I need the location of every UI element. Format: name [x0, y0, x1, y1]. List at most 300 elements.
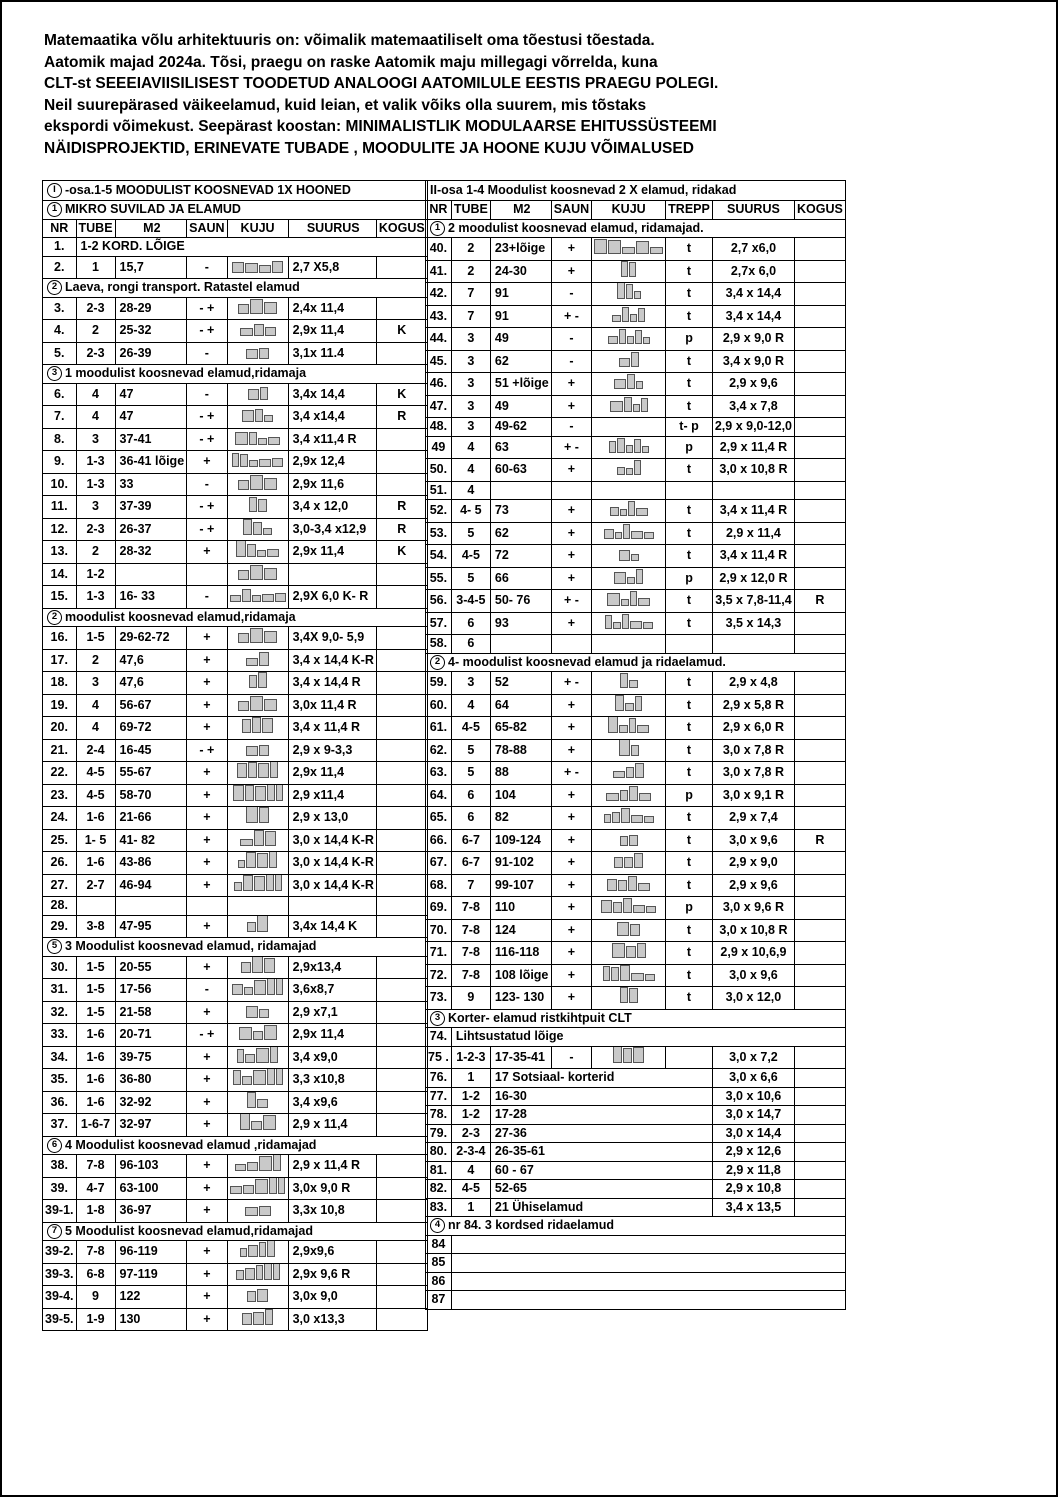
cell-m2: 27-36: [490, 1124, 712, 1143]
cell-kogus: R: [376, 406, 427, 429]
cell-kogus: [795, 694, 846, 717]
cell-nr: 30.: [43, 956, 77, 979]
cell-kogus: R: [795, 590, 846, 613]
circle-number-icon: 2: [47, 280, 62, 295]
cell-nr: 50.: [426, 459, 452, 482]
plan-shape-icon: [607, 875, 650, 891]
cell-saun: +: [187, 1241, 227, 1264]
cell-saun: +: [551, 874, 591, 897]
cell-suurus: 3,0 x 9,6: [712, 829, 794, 852]
plan-shape-icon: [241, 957, 275, 973]
cell-nr: 15.: [43, 586, 77, 609]
cell-saun: - +: [187, 1024, 227, 1047]
plan-shape-icon: [249, 496, 267, 512]
cell-kogus: [795, 373, 846, 396]
cell-trepp: t: [666, 694, 713, 717]
table-row: [426, 1198, 846, 1217]
cell-suurus: 2,9 x 9,6: [712, 874, 794, 897]
cell-m2: 32-92: [115, 1091, 187, 1114]
cell-m2: 17-35-41: [490, 1046, 551, 1069]
table-row: [43, 541, 428, 564]
cell-trepp: [666, 635, 713, 654]
cell-m2: 36-80: [115, 1069, 187, 1092]
cell-kogus: [795, 481, 846, 500]
cell-kogus: [376, 956, 427, 979]
cell-nr: 32.: [43, 1001, 77, 1024]
cell-tube: 7-8: [451, 942, 490, 965]
cell-tube: 3-4-5: [451, 590, 490, 613]
table-row: [43, 897, 428, 916]
cell-saun: +: [187, 1046, 227, 1069]
cell-m2: 47-95: [115, 915, 187, 938]
cell-saun: +: [187, 627, 227, 650]
cell-kuju: [227, 563, 288, 586]
cell-suurus: 2,9 x 12,0 R: [712, 567, 794, 590]
cell-m2: 52: [490, 672, 551, 695]
cell-suurus: 3,0 x 14,4: [712, 1124, 794, 1143]
left-title: I -osa.1-5 MOODULIST KOOSNEVAD 1X HOONED: [43, 181, 428, 201]
table-row: [43, 428, 428, 451]
cell-trepp: t: [666, 919, 713, 942]
cell-tube: 4-5: [451, 545, 490, 568]
cell-kogus: [795, 459, 846, 482]
cell-suurus: 3,0x 11,4 R: [288, 694, 376, 717]
cell-nr: 49: [426, 436, 452, 459]
plan-shape-icon: [233, 1069, 283, 1085]
plan-shape-icon: [610, 396, 648, 412]
cell-m2: 47: [115, 406, 187, 429]
cell-kuju: [227, 1263, 288, 1286]
plan-shape-icon: [594, 238, 663, 254]
cell-nr: 57.: [426, 612, 452, 635]
table-row: [426, 897, 846, 920]
cell-kogus: [795, 545, 846, 568]
cell-kogus: [795, 328, 846, 351]
cell-saun: +: [551, 612, 591, 635]
col-tube: TUBE: [76, 219, 115, 238]
table-row: [43, 627, 428, 650]
table-row: [426, 522, 846, 545]
cell-kuju: [227, 1046, 288, 1069]
cell-kogus: R: [795, 829, 846, 852]
cell-kuju: [592, 459, 666, 482]
cell-tube: 6: [451, 635, 490, 654]
plan-shape-icon: [613, 1047, 644, 1063]
cell-suurus: 3,4x 14,4: [288, 383, 376, 406]
table-row: [43, 1241, 428, 1264]
cell-m2: 32-97: [115, 1114, 187, 1137]
cell-saun: +: [187, 915, 227, 938]
cell-nr: 12.: [43, 518, 77, 541]
cell-saun: +: [551, 852, 591, 875]
table-row: [43, 1069, 428, 1092]
cell-suurus: 2,9 x 9,0 R: [712, 328, 794, 351]
cell-suurus: 2,9 x 9,0: [712, 852, 794, 875]
plan-shape-icon: [238, 695, 277, 711]
cell-trepp: t: [666, 717, 713, 740]
cell-saun: +: [551, 717, 591, 740]
cell-nr: 4.: [43, 320, 77, 343]
cell-nr: 60.: [426, 694, 452, 717]
cell-m2: 72: [490, 545, 551, 568]
cell-kogus: K: [376, 320, 427, 343]
col-saun: SAUN: [187, 219, 227, 238]
cell-m2: 62: [490, 350, 551, 373]
plan-shape-icon: [246, 740, 269, 756]
cell-kogus: [795, 395, 846, 418]
cell-kogus: [376, 694, 427, 717]
right-title-row: [426, 181, 846, 201]
plan-shape-icon: [237, 762, 278, 778]
plan-shape-icon: [248, 384, 268, 400]
cell-m2: 60-63: [490, 459, 551, 482]
cell-kuju: [592, 500, 666, 523]
cell-tube: 1-2: [76, 563, 115, 586]
cell-suurus: 2,9 x 5,8 R: [712, 694, 794, 717]
table-row: [43, 915, 428, 938]
table-row: [426, 1106, 846, 1125]
cell-nr: 31.: [43, 979, 77, 1002]
table-row: [426, 784, 846, 807]
cell-saun: +: [551, 567, 591, 590]
cell-kogus: K: [376, 541, 427, 564]
plan-shape-icon: [605, 613, 653, 629]
cell-trepp: t: [666, 612, 713, 635]
table-row: [426, 762, 846, 785]
circle-number-icon: 3: [430, 1011, 445, 1026]
cell-kuju: [592, 567, 666, 590]
cell-m2: 96-103: [115, 1155, 187, 1178]
section-row: 5 3 Moodulist koosnevad elamud, ridamajad: [43, 938, 428, 957]
cell-kogus: [795, 897, 846, 920]
cell-kuju: [592, 635, 666, 654]
cell-saun: -: [187, 473, 227, 496]
cell-suurus: 3,0-3,4 x12,9: [288, 518, 376, 541]
cell-kogus: [795, 762, 846, 785]
cell-nr: 64.: [426, 784, 452, 807]
cell-kuju: [227, 1001, 288, 1024]
cell-tube: 3: [451, 373, 490, 396]
cell-saun: +: [551, 395, 591, 418]
cell-kuju: [227, 807, 288, 830]
cell-kuju: [227, 383, 288, 406]
cell-kogus: [376, 627, 427, 650]
cell-tube: 3-8: [76, 915, 115, 938]
cell-tube: 4: [451, 1161, 490, 1180]
cell-suurus: [712, 481, 794, 500]
cell-kogus: [795, 522, 846, 545]
cell-suurus: 3,0 x 9,6: [712, 964, 794, 987]
cell-kuju: [592, 590, 666, 613]
plan-shape-icon: [238, 852, 277, 868]
cell-m2: 47,6: [115, 649, 187, 672]
cell-nr: 26.: [43, 852, 77, 875]
cell-kuju: [592, 829, 666, 852]
plan-shape-icon: [240, 320, 276, 336]
cell-kuju: [592, 522, 666, 545]
plan-shape-icon: [619, 351, 639, 367]
cell-nr: 29.: [43, 915, 77, 938]
cell-tube: 2-4: [76, 739, 115, 762]
cell-nr: 53.: [426, 522, 452, 545]
table-row: [43, 1308, 428, 1331]
cell-nr: 37.: [43, 1114, 77, 1137]
cell-kuju: [592, 238, 666, 261]
cell-tube: 7: [451, 283, 490, 306]
table-row: [43, 256, 428, 279]
cell-saun: - +: [187, 518, 227, 541]
cell-nr: 39-5.: [43, 1308, 77, 1331]
table-row: [426, 260, 846, 283]
plan-shape-icon: [619, 545, 639, 561]
cell-nr: 62.: [426, 739, 452, 762]
plan-shape-icon: [621, 261, 636, 277]
cell-nr: 22.: [43, 762, 77, 785]
cell-trepp: t: [666, 987, 713, 1010]
cell-nr: 73.: [426, 987, 452, 1010]
cell-m2: 39-75: [115, 1046, 187, 1069]
cell-nr: 42.: [426, 283, 452, 306]
cell-nr: 16.: [43, 627, 77, 650]
cell-tube: 1-6: [76, 1024, 115, 1047]
cell-kuju: [592, 919, 666, 942]
cell-nr: 6.: [43, 383, 77, 406]
table-row: [426, 500, 846, 523]
cell-suurus: 2,9 x11,4: [288, 784, 376, 807]
plan-shape-icon: [604, 523, 654, 539]
cell-suurus: 3,0 x 14,4 K-R: [288, 829, 376, 852]
cell-suurus: 3,4x 14,4 K: [288, 915, 376, 938]
cell-m2: 37-41: [115, 428, 187, 451]
cell-kogus: [376, 852, 427, 875]
cell-kogus: [376, 807, 427, 830]
cell-trepp: p: [666, 897, 713, 920]
cell-kogus: [795, 1198, 846, 1217]
cell-suurus: 3,4 x 14,4 R: [288, 672, 376, 695]
cell-trepp: t: [666, 829, 713, 852]
cell-trepp: p: [666, 567, 713, 590]
plan-shape-icon: [249, 672, 267, 688]
cell-suurus: 3,0 x 6,6: [712, 1069, 794, 1088]
cell-suurus: 2,9 x 13,0: [288, 807, 376, 830]
cell-kogus: [376, 473, 427, 496]
cell-saun: -: [551, 418, 591, 437]
col-nr: NR: [43, 219, 77, 238]
cell-suurus: 3,5 x 14,3: [712, 612, 794, 635]
cell-tube: 3: [451, 672, 490, 695]
cell-nr: 20.: [43, 717, 77, 740]
cell-saun: +: [551, 897, 591, 920]
cell-m2: 91-102: [490, 852, 551, 875]
intro-line-1: Matemaatika võlu arhitektuuris on: võimalik matemaatiliselt oma tõestusi tõestada.: [44, 32, 655, 49]
col-saun: SAUN: [551, 201, 591, 220]
cell-saun: [187, 897, 227, 916]
cell-suurus: 3,4X 9,0- 5,9: [288, 627, 376, 650]
cell-suurus: 2,7 X5,8: [288, 256, 376, 279]
cell-saun: - +: [187, 428, 227, 451]
section-row: 3 Korter- elamud ristkihtpuit CLT: [426, 1009, 846, 1028]
cell-m2: 65-82: [490, 717, 551, 740]
cell-m2: 58-70: [115, 784, 187, 807]
cell-tube: 4: [76, 383, 115, 406]
plan-shape-icon: [609, 437, 649, 453]
cell-tube: 3: [451, 350, 490, 373]
cell-m2: 26-35-61: [490, 1143, 712, 1162]
col-m2: M2: [115, 219, 187, 238]
cell-suurus: [288, 897, 376, 916]
cell-trepp: t: [666, 739, 713, 762]
cell-nr: 38.: [43, 1155, 77, 1178]
cell-m2: 23+lõige: [490, 238, 551, 261]
cell-suurus: 3,0 x 14,7: [712, 1106, 794, 1125]
plan-shape-icon: [235, 429, 280, 445]
cell-kogus: [795, 1087, 846, 1106]
table-row: 86: [426, 1272, 846, 1291]
cell-suurus: 2,9 x7,1: [288, 1001, 376, 1024]
cell-nr: 77.: [426, 1087, 452, 1106]
table-row: [426, 807, 846, 830]
cell-nr: 66.: [426, 829, 452, 852]
cell-nr: 24.: [43, 807, 77, 830]
cell-suurus: 2,4x 11,4: [288, 297, 376, 320]
cell-saun: +: [551, 694, 591, 717]
cell-tube: 7-8: [451, 964, 490, 987]
cell-suurus: [288, 563, 376, 586]
col-suurus: SUURUS: [712, 201, 794, 220]
cell-m2: 28-29: [115, 297, 187, 320]
cell-tube: 4: [451, 436, 490, 459]
cell-kogus: R: [376, 496, 427, 519]
cell-tube: 4: [76, 694, 115, 717]
cell-tube: 6-7: [451, 829, 490, 852]
cell-suurus: 3,0 x 7,8 R: [712, 762, 794, 785]
cell-kuju: [227, 320, 288, 343]
table-row: [426, 436, 846, 459]
plan-shape-icon: [620, 830, 638, 846]
table-row: [43, 1177, 428, 1200]
section-row: 7 5 Moodulist koosnevad elamud,ridamajad: [43, 1222, 428, 1241]
cell-tube: 1-5: [76, 956, 115, 979]
cell-kuju: [227, 406, 288, 429]
table-row: [43, 739, 428, 762]
cell-m2: 21-66: [115, 807, 187, 830]
plan-shape-icon: [613, 762, 644, 778]
cell-tube: 7-8: [76, 1155, 115, 1178]
cell-nr: 56.: [426, 590, 452, 613]
cell-kogus: [795, 1124, 846, 1143]
cell-tube: 2-3: [76, 518, 115, 541]
col-kogus: KOGUS: [795, 201, 846, 220]
circle-number-icon: 1: [430, 221, 445, 236]
cell-tube: 2: [76, 649, 115, 672]
cell-tube: 1-6: [76, 807, 115, 830]
right-table: [425, 180, 846, 1310]
cell-tube: 9: [76, 1286, 115, 1309]
cell-kuju: [592, 481, 666, 500]
cell-saun: +: [551, 260, 591, 283]
table-row: [43, 956, 428, 979]
cell-m2: 62: [490, 522, 551, 545]
cell-tube: 1-5: [76, 979, 115, 1002]
cell-kogus: [376, 1263, 427, 1286]
cell-suurus: 3,0 x 10,6: [712, 1087, 794, 1106]
plan-shape-icon: [242, 717, 273, 733]
cell-tube: 1-2: [451, 1087, 490, 1106]
cell-m2: 55-67: [115, 762, 187, 785]
cell-saun: +: [551, 964, 591, 987]
col-kogus: KOGUS: [376, 219, 427, 238]
cell-m2: 24-30: [490, 260, 551, 283]
cell-tube: 6-7: [451, 852, 490, 875]
plan-shape-icon: [603, 965, 655, 981]
cell-nr: 40.: [426, 238, 452, 261]
cell-kogus: [795, 260, 846, 283]
table-row: [426, 1046, 846, 1069]
col-m2: M2: [490, 201, 551, 220]
table-row: [43, 297, 428, 320]
cell-tube: 2: [451, 238, 490, 261]
cell-m2: 108 lõige: [490, 964, 551, 987]
cell-kogus: [795, 919, 846, 942]
cell-suurus: 3,5 x 7,8-11,4: [712, 590, 794, 613]
cell-suurus: 2,9 x 7,4: [712, 807, 794, 830]
table-row: [426, 481, 846, 500]
cell-saun: +: [187, 1001, 227, 1024]
cell-saun: + -: [551, 762, 591, 785]
right-section-1: 1 2 moodulist koosnevad elamud, ridamajad.: [426, 219, 846, 238]
cell-saun: [551, 481, 591, 500]
cell-suurus: 3,0 x 10,8 R: [712, 459, 794, 482]
cell-suurus: 3,4 x 14,4 K-R: [288, 649, 376, 672]
table-row: [426, 919, 846, 942]
plan-shape-icon: [245, 1200, 271, 1216]
cell-saun: +: [187, 852, 227, 875]
col-tube: TUBE: [451, 201, 490, 220]
cell-saun: [551, 635, 591, 654]
table-row: [43, 979, 428, 1002]
cell-kogus: [376, 586, 427, 609]
cell-saun: + -: [551, 590, 591, 613]
cell-kuju: [227, 297, 288, 320]
cell-kogus: [795, 350, 846, 373]
cell-suurus: 2,9x 11,4: [288, 1024, 376, 1047]
cell-m2: 16-30: [490, 1087, 712, 1106]
cell-tube: 1-3: [76, 586, 115, 609]
cell-tube: 1- 5: [76, 829, 115, 852]
cell-trepp: t: [666, 373, 713, 396]
circle-number-icon: 6: [47, 1138, 62, 1153]
table-row: [43, 320, 428, 343]
cell-m2: 43-86: [115, 852, 187, 875]
table-row: [426, 874, 846, 897]
cell-suurus: 3,4 x 12,0: [288, 496, 376, 519]
plan-shape-icon: [247, 1092, 268, 1108]
plan-shape-icon: [242, 1309, 273, 1325]
cell-nr: 23.: [43, 784, 77, 807]
cell-kuju: [227, 541, 288, 564]
cell-m2: 66: [490, 567, 551, 590]
plan-shape-icon: [232, 257, 283, 273]
cell-kuju: [592, 283, 666, 306]
cell-nr: 43.: [426, 305, 452, 328]
cell-nr: 45.: [426, 350, 452, 373]
table-row: [426, 829, 846, 852]
table-row: [43, 1200, 428, 1223]
cell-tube: 1-3: [76, 473, 115, 496]
plan-shape-icon: [247, 1286, 268, 1302]
cell-m2: 122: [115, 1286, 187, 1309]
cell-suurus: 2,9 x 4,8: [712, 672, 794, 695]
